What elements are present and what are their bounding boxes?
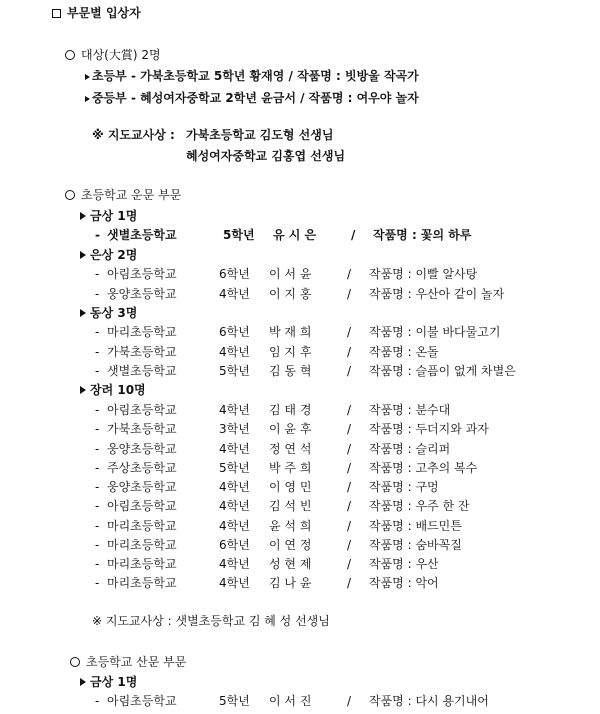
winner-row: - 샛별초등학교 5학년 김 동 혁 / 작품명 : 슬픔이 없게 차별은 (95, 364, 516, 378)
elem-verse-advisor: ※ 지도교사상 : 샛별초등학교 김 혜 성 선생님 (92, 614, 330, 628)
winner-row: - 가북초등학교 3학년 이 윤 후 / 작품명 : 두더지와 과자 (95, 422, 489, 436)
daesang-advisor: 혜성여자중학교 김홍엽 선생님 (186, 149, 346, 163)
winner-row: - 마리초등학교 6학년 이 연 정 / 작품명 : 숨바꼭질 (95, 538, 462, 552)
daesang-heading: 대상(大賞) 2명 (65, 48, 161, 62)
winner-row: - 아림초등학교 6학년 이 서 윤 / 작품명 : 이빨 알사탕 (95, 267, 478, 281)
daesang-advisor-prefix: ※ 지도교사상 : (92, 128, 175, 142)
elem-prose-heading: 초등학교 산문 부문 (70, 655, 186, 669)
triangle-bullet-icon (80, 386, 86, 394)
triangle-bullet-icon (80, 251, 86, 259)
square-bullet-icon (52, 9, 61, 18)
winner-row: - 웅양초등학교 4학년 이 지 홍 / 작품명 : 우산아 같이 놀자 (95, 287, 505, 301)
award-group-label: 은상 2명 (80, 248, 137, 262)
winner-row: - 마리초등학교 4학년 윤 석 희 / 작품명 : 배드민튼 (95, 519, 462, 533)
winner-row: - 주상초등학교 5학년 박 주 희 / 작품명 : 고추의 복수 (95, 461, 478, 475)
circle-bullet-icon (65, 50, 75, 60)
award-group-label: 금상 1명 (80, 209, 137, 223)
winner-row: - 웅양초등학교 4학년 정 연 석 / 작품명 : 슬리퍼 (95, 442, 451, 456)
winner-row: - 가북초등학교 4학년 임 지 후 / 작품명 : 온돌 (95, 345, 439, 359)
winner-row: - 아림초등학교 4학년 김 태 경 / 작품명 : 분수대 (95, 403, 451, 417)
winner-row: - 아림초등학교 4학년 김 석 빈 / 작품명 : 우주 한 잔 (95, 499, 470, 513)
circle-bullet-icon (70, 657, 80, 667)
winner-row: - 마리초등학교 6학년 박 재 희 / 작품명 : 이불 바다물고기 (95, 325, 501, 339)
winner-row: - 웅양초등학교 4학년 이 영 민 / 작품명 : 구멍 (95, 480, 439, 494)
triangle-bullet-icon (80, 678, 86, 686)
elem-verse-heading: 초등학교 운문 부문 (65, 188, 181, 202)
award-group-label: 동상 3명 (80, 306, 137, 320)
section-title: 부문별 입상자 (52, 6, 141, 20)
winner-row: - 마리초등학교 4학년 성 현 제 / 작품명 : 우산 (95, 557, 439, 571)
daesang-advisor: 가북초등학교 김도형 선생님 (186, 128, 334, 142)
winner-row: - 샛별초등학교 5학년 유 시 은 / 작품명 : 꽃의 하루 (95, 228, 472, 242)
award-group-label: 금상 1명 (80, 675, 137, 689)
daesang-row: 초등부 - 가북초등학교 5학년 황재영 / 작품명 : 빗방울 작곡가 (85, 69, 419, 83)
triangle-bullet-icon (85, 74, 90, 80)
circle-bullet-icon (65, 190, 75, 200)
triangle-bullet-icon (80, 309, 86, 317)
award-group-label: 장려 10명 (80, 383, 146, 397)
daesang-row: 중등부 - 혜성여자중학교 2학년 윤금서 / 작품명 : 여우야 놀자 (85, 91, 419, 105)
winner-row: - 아림초등학교 5학년 이 서 진 / 작품명 : 다시 용기내어 (95, 694, 489, 708)
triangle-bullet-icon (85, 96, 90, 102)
winner-row: - 마리초등학교 4학년 김 나 윤 / 작품명 : 악어 (95, 576, 439, 590)
triangle-bullet-icon (80, 212, 86, 220)
